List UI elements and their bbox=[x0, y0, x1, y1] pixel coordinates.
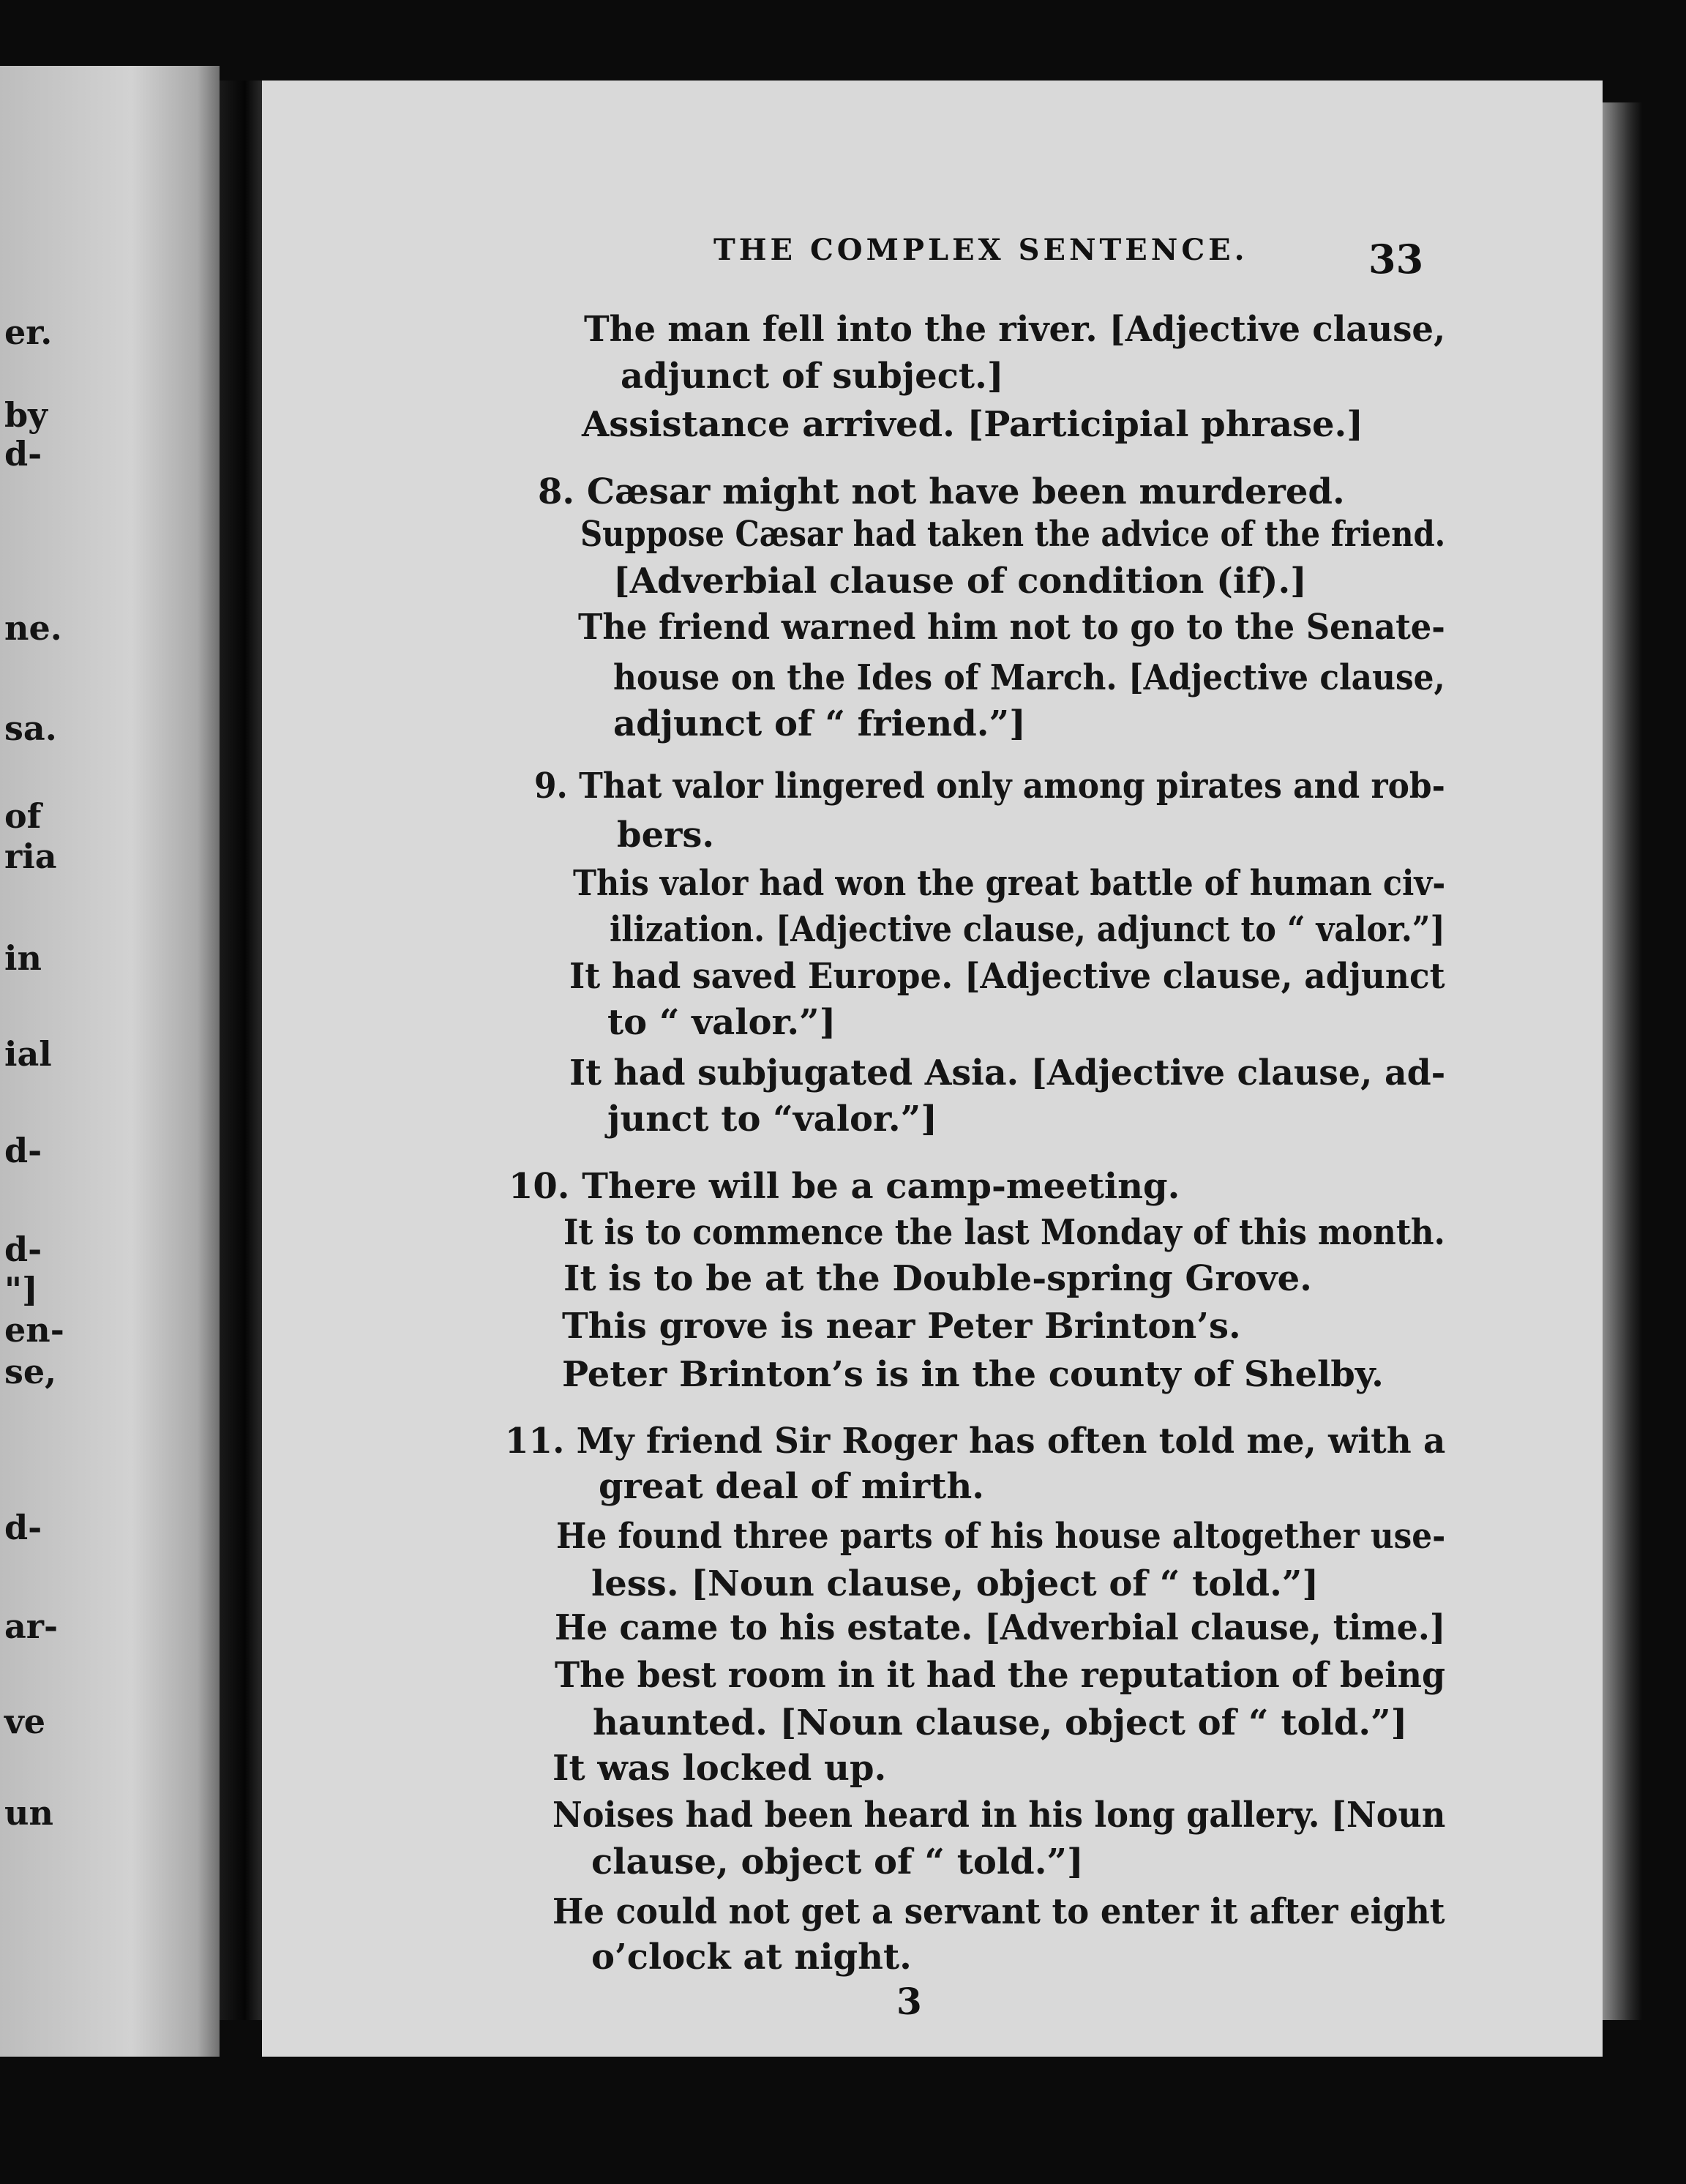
text-line: to “ valor.”] bbox=[607, 1002, 836, 1043]
text-line: clause, object of “ told.”] bbox=[591, 1841, 1084, 1882]
left-fragment: er. bbox=[4, 313, 53, 352]
left-fragment: ial bbox=[4, 1034, 52, 1074]
left-fragment: en- bbox=[4, 1310, 64, 1350]
text-line: [Adverbial clause of condition (if).] bbox=[613, 561, 1307, 602]
left-fragment: un bbox=[4, 1793, 53, 1833]
text-line: It was locked up. bbox=[552, 1748, 887, 1789]
text-line: adjunct of subject.] bbox=[621, 356, 1004, 397]
text-line: Noises had been heard in his long gallery. [Noun bbox=[552, 1795, 1446, 1836]
left-fragment: sa. bbox=[4, 708, 57, 748]
left-fragment: se, bbox=[4, 1352, 57, 1391]
text-line: o’clock at night. bbox=[591, 1937, 912, 1978]
text-line: Assistance arrived. [Participial phrase.] bbox=[582, 404, 1363, 445]
text-line: less. [Noun clause, object of “ told.”] bbox=[591, 1563, 1319, 1604]
page-edge bbox=[1603, 102, 1642, 2020]
left-fragment: ne. bbox=[4, 608, 62, 648]
left-fragment: by bbox=[4, 395, 48, 435]
text-line: haunted. [Noun clause, object of “ told.”] bbox=[593, 1702, 1408, 1743]
text-line: adjunct of “ friend.”] bbox=[613, 703, 1026, 744]
book-gutter bbox=[220, 81, 262, 2020]
left-fragment: d- bbox=[4, 1508, 42, 1547]
left-fragment: ria bbox=[4, 837, 57, 876]
text-line: The best room in it had the reputation of being bbox=[555, 1655, 1446, 1696]
left-fragment: ve bbox=[4, 1702, 45, 1741]
text-line: 10. There will be a camp-meeting. bbox=[509, 1166, 1180, 1207]
left-fragment: d- bbox=[4, 1230, 42, 1269]
text-line: This valor had won the great battle of human civ- bbox=[573, 863, 1446, 904]
left-fragment: "] bbox=[4, 1270, 38, 1309]
signature-mark: 3 bbox=[896, 1980, 922, 2023]
text-line: junct to “valor.”] bbox=[607, 1099, 937, 1140]
text-line: ilization. [Adjective clause, adjunct to “ valor.”] bbox=[610, 909, 1445, 950]
text-line: He could not get a servant to enter it after eight bbox=[552, 1891, 1445, 1932]
text-line: Suppose Cæsar had taken the advice of the friend. bbox=[580, 514, 1446, 555]
text-line: He came to his estate. [Adverbial clause, time.] bbox=[555, 1607, 1446, 1648]
text-line: He found three parts of his house altogether use- bbox=[556, 1516, 1446, 1557]
left-fragment: of bbox=[4, 796, 42, 836]
running-title: THE COMPLEX SENTENCE. bbox=[713, 233, 1248, 267]
left-fragment: d- bbox=[4, 434, 42, 474]
text-line: The man fell into the river. [Adjective clause, bbox=[584, 309, 1446, 350]
page-number: 33 bbox=[1368, 236, 1424, 283]
text-line: The friend warned him not to go to the Senate- bbox=[578, 607, 1445, 648]
text-line: 9. That valor lingered only among pirates and rob- bbox=[534, 766, 1445, 807]
text-line: house on the Ides of March. [Adjective clause, bbox=[613, 657, 1445, 698]
left-fragment: d- bbox=[4, 1131, 42, 1170]
text-line: It had saved Europe. [Adjective clause, adjunct bbox=[569, 956, 1445, 997]
text-line: This grove is near Peter Brinton’s. bbox=[562, 1306, 1241, 1347]
text-line: great deal of mirth. bbox=[599, 1466, 984, 1507]
left-fragment: ar- bbox=[4, 1607, 59, 1646]
text-line: It had subjugated Asia. [Adjective clause, ad- bbox=[569, 1052, 1446, 1093]
text-line: Peter Brinton’s is in the county of Shelby. bbox=[562, 1354, 1384, 1395]
text-line: It is to be at the Double-spring Grove. bbox=[563, 1258, 1312, 1299]
text-line: 11. My friend Sir Roger has often told me, with a bbox=[505, 1421, 1446, 1462]
left-page bbox=[0, 66, 220, 2057]
text-line: It is to commence the last Monday of this month. bbox=[563, 1212, 1445, 1253]
text-line: 8. Cæsar might not have been murdered. bbox=[538, 471, 1345, 512]
left-fragment: in bbox=[4, 938, 42, 978]
text-line: bers. bbox=[617, 815, 715, 856]
